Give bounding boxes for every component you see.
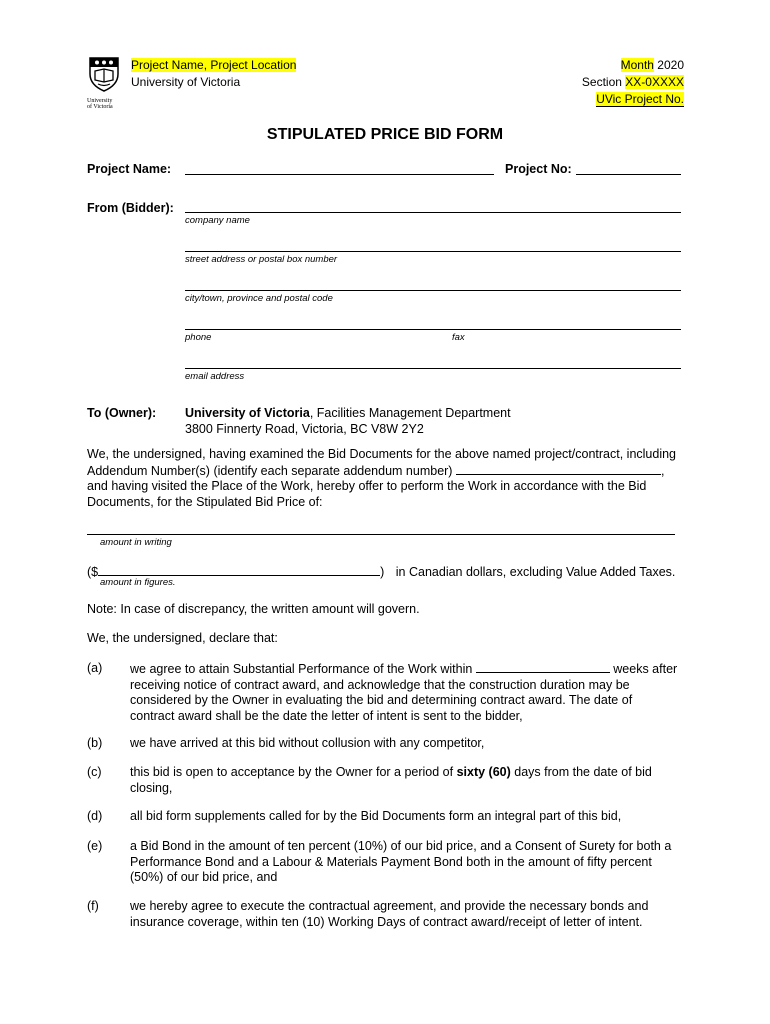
crest-icon — [87, 56, 121, 92]
amount-figures-caption: amount in figures. — [100, 577, 176, 588]
project-name-field[interactable] — [185, 174, 494, 175]
item-c-label: (c) — [87, 765, 102, 779]
item-e-text: a Bid Bond in the amount of ten percent (10%) of our bid price, and a Consent of Surety for both a Performance Bond and a Labour & Materials Payment Bond both in the amount of fifty percent (50%) of our bid price, and — [130, 839, 672, 884]
logo-text-1: University — [87, 98, 113, 104]
item-a-label: (a) — [87, 661, 103, 675]
item-b-label: (b) — [87, 736, 103, 750]
item-b-text: we have arrived at this bid without collusion with any competitor, — [130, 736, 485, 750]
fax-caption: fax — [452, 332, 465, 343]
owner-label: To (Owner): — [87, 406, 157, 420]
logo-text-2: of Victoria — [87, 104, 113, 110]
owner-name: University of Victoria, Facilities Management Department — [185, 406, 511, 420]
project-name-label: Project Name: — [87, 162, 172, 176]
item-f-text: we hereby agree to execute the contractual agreement, and provide the necessary bonds and insurance coverage, within ten (10) Working Days of contract award/receipt of letter of intent. — [130, 899, 649, 929]
amount-figures-row: ($ ) in Canadian dollars, excluding Value Added Taxes. — [87, 565, 676, 579]
item-c-text: this bid is open to acceptance by the Owner for a period of sixty (60) days from the date of bid closing, — [130, 765, 652, 795]
header-date: Month 2020 — [620, 58, 684, 72]
offer-paragraph: We, the undersigned, having examined the Bid Documents for the above named project/contract, including Addendum Number(s) (identify each separate addendum number) , and having visited the Place of the Work, hereby offer to perform the Work in accordance with the Bid Documents, for the Stipulated Bid Price of: — [87, 447, 677, 509]
header-project-no: UVic Project No. — [596, 92, 684, 106]
city-field[interactable] — [185, 290, 681, 291]
header-university: University of Victoria — [131, 75, 241, 89]
from-bidder-label: From (Bidder): — [87, 201, 174, 215]
header-section: Section XX-0XXXX — [581, 75, 684, 89]
header-project-name: Project Name, Project Location — [131, 58, 297, 72]
email-field[interactable] — [185, 368, 681, 369]
amount-writing-field[interactable] — [87, 534, 675, 535]
project-no-label: Project No: — [505, 162, 572, 176]
company-name-caption: company name — [185, 215, 250, 226]
amount-figures-field[interactable] — [98, 564, 380, 576]
university-logo — [87, 56, 121, 110]
phone-fax-field[interactable] — [185, 329, 681, 330]
company-name-field[interactable] — [185, 212, 681, 213]
phone-caption: phone — [185, 332, 212, 343]
item-d-text: all bid form supplements called for by the Bid Documents form an integral part of this bid, — [130, 809, 622, 823]
note-text: Note: In case of discrepancy, the written amount will govern. — [87, 602, 420, 616]
weeks-field[interactable] — [476, 661, 610, 673]
street-address-caption: street address or postal box number — [185, 254, 338, 265]
amount-writing-caption: amount in writing — [100, 537, 172, 548]
email-caption: email address — [185, 371, 245, 382]
item-d-label: (d) — [87, 809, 103, 823]
item-a-text: we agree to attain Substantial Performance of the Work within weeks after receiving notice of contract award, and acknowledge that the construction duration may be considered by the Owner in evaluating the bid and determining contract award. The date of contract award shall be the date the letter of intent is sent to the bidder, — [130, 662, 678, 723]
project-no-field[interactable] — [576, 174, 681, 175]
addendum-field[interactable] — [456, 463, 661, 475]
street-address-field[interactable] — [185, 251, 681, 252]
item-f-label: (f) — [87, 899, 99, 913]
city-caption: city/town, province and postal code — [185, 293, 333, 304]
declare-text: We, the undersigned, declare that: — [87, 631, 278, 645]
item-e-label: (e) — [87, 839, 103, 853]
owner-address: 3800 Finnerty Road, Victoria, BC V8W 2Y2 — [185, 422, 424, 436]
page-title: STIPULATED PRICE BID FORM — [266, 126, 504, 143]
